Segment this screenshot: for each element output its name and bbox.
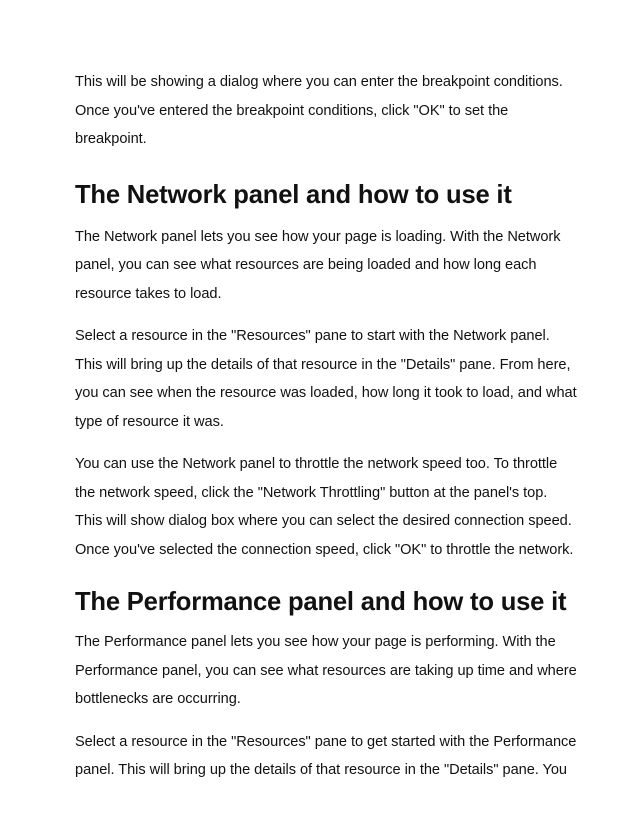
text-line: bottlenecks are occurring. [75,691,241,707]
text-line: the network speed, click the "Network Throttling" button at the panel's top. [75,484,548,501]
intro-paragraph [75,68,575,154]
text-line: resource takes to load. [75,285,222,302]
text-line: Select a resource in the "Resources" pane to get started with the Performance [75,733,577,750]
text-line: This will show dialog box where you can select the desired connection speed. [75,513,572,529]
text-line: The Network panel lets you see how your page is loading. With the Network [75,228,561,245]
text-line: This will be showing a dialog where you can enter the breakpoint conditions. [75,74,563,90]
text-line: Select a resource in the "Resources" pane to start with the Network panel. [75,328,550,344]
text-line: type of resource it was. [75,413,224,430]
performance-section-heading: The Performance panel and how to use it [75,588,567,616]
text-line: You can use the Network panel to throttle the network speed too. To throttle [75,456,558,472]
network-section-heading: The Network panel and how to use it [75,180,512,209]
text-line: panel, you can see what resources are being loaded and how long each [75,257,537,273]
performance-paragraph [75,728,575,785]
text-line: This will bring up the details of that resource in the "Details" pane. From here, [75,356,571,373]
text-line: Once you've selected the connection speed, click "OK" to throttle the network. [75,541,574,558]
text-line: Performance panel, you can see what resources are taking up time and where [75,662,577,679]
text-line: you can see when the resource was loaded, how long it took to load, and what [75,385,577,401]
network-paragraph [75,223,575,309]
network-paragraph [75,450,575,564]
text-line: The Performance panel lets you see how your page is performing. With the [75,634,556,650]
network-paragraph [75,322,575,436]
text-line: breakpoint. [75,131,147,147]
text-line: panel. This will bring up the details of that resource in the "Details" pane. You [75,762,567,778]
performance-paragraph [75,628,575,714]
text-line: Once you've entered the breakpoint conditions, click "OK" to set the [75,102,509,119]
document-page [75,68,575,785]
